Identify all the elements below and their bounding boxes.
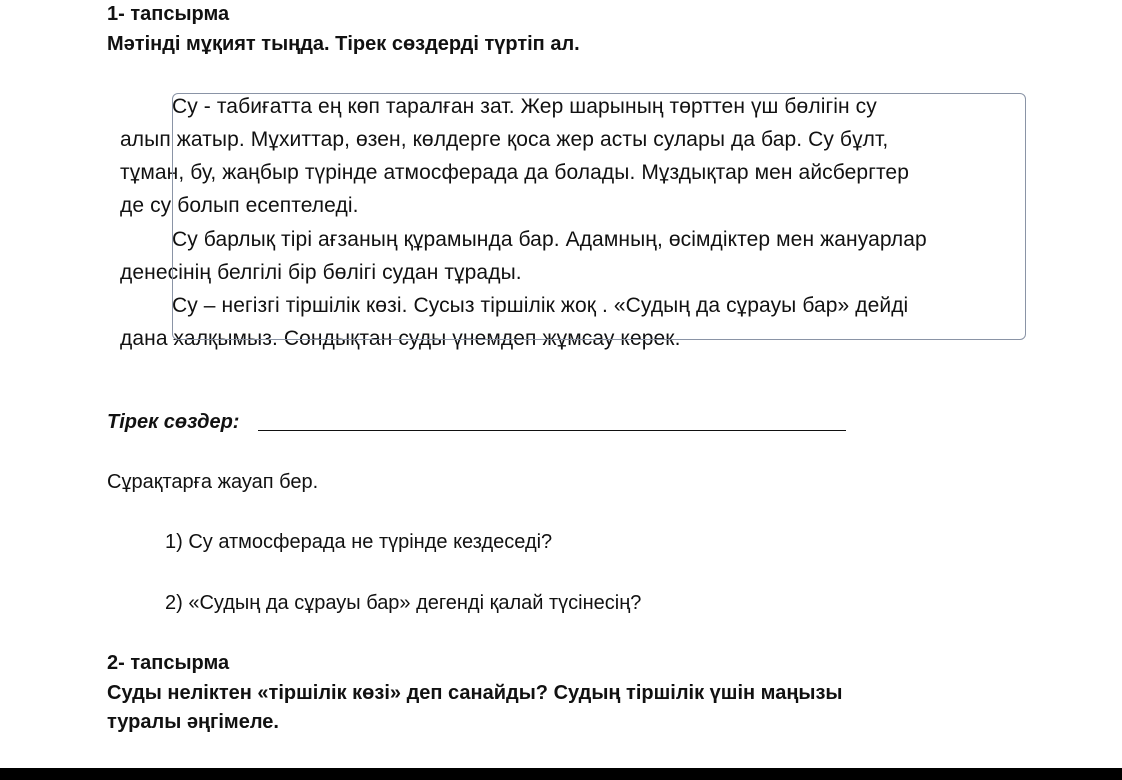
keywords-label: Тірек сөздер: (107, 411, 240, 433)
task2-instruction-line-2: туралы әңгімеле. (107, 711, 279, 733)
paragraph-2-line-2: денесінің белгілі бір бөлігі судан тұрады. (120, 261, 522, 284)
paragraph-1-line-1: Су - табиғатта ең көп таралған зат. Жер шарының төрттен үш бөлігін су (172, 95, 877, 118)
keywords-answer-line[interactable] (258, 430, 846, 431)
task1-instruction: Мәтінді мұқият тыңда. Тірек сөздерді түртіп ал. (107, 33, 580, 55)
questions-heading: Сұрақтарға жауап бер. (107, 471, 319, 493)
task1-title: 1- тапсырма (107, 3, 230, 25)
paragraph-3-line-2 (120, 327, 681, 351)
paragraph-2-line-1: Су барлық тірі ағзаның құрамында бар. Адамның, өсімдіктер мен жануарлар (172, 228, 927, 251)
paragraph-3-line-1: Су – негізгі тіршілік көзі. Сусыз тіршілік жоқ . «Судың да сұрауы бар» дейді (172, 294, 909, 317)
paragraph-1-line-3: тұман, бу, жаңбыр түрінде атмосферада да болады. Мұздықтар мен айсбергтер (120, 161, 909, 184)
paragraph-1-line-4: де су болып есептеледі. (120, 194, 359, 217)
paragraph-3-line-2-plain: дана (120, 327, 174, 350)
paragraph-1-line-2: алып жатыр. Мұхиттар, өзен, көлдерге қоса жер асты сулары да бар. Су бұлт, (120, 128, 889, 151)
paragraph-3-line-2-struck: халқымыз. Сондықтан суды үнемдеп жұмсау керек. (173, 327, 681, 350)
question-2: 2) «Судың да сұрауы бар» дегенді қалай түсінесің? (165, 592, 642, 614)
task2-title: 2- тапсырма (107, 652, 230, 674)
question-1: 1) Су атмосферада не түрінде кездеседі? (165, 531, 553, 553)
task2-instruction-line-1: Суды неліктен «тіршілік көзі» деп санайды? Судың тіршілік үшін маңызы (107, 682, 843, 704)
page-bottom-bar (0, 768, 1122, 780)
